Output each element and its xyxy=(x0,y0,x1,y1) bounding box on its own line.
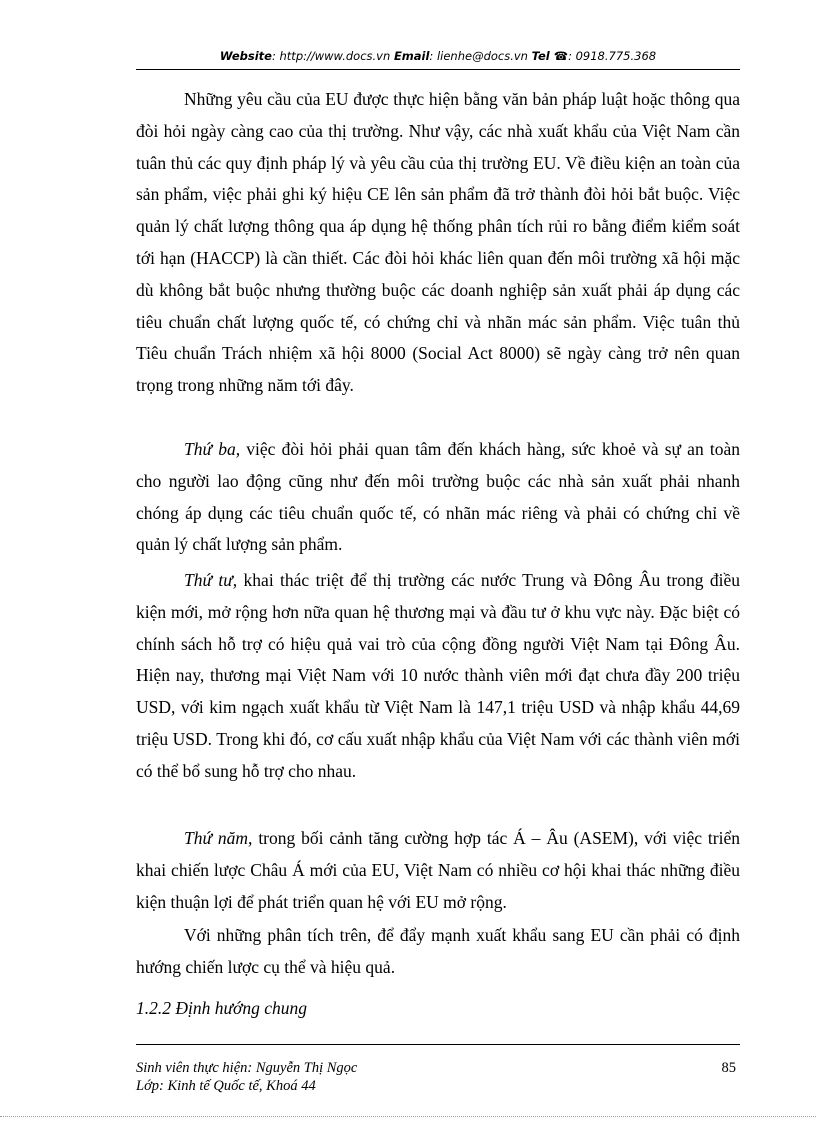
paragraph-conclusion xyxy=(136,920,740,984)
page-boundary-divider xyxy=(0,1116,816,1117)
page-footer xyxy=(136,1044,740,1095)
paragraph-text: trong bối cảnh tăng cường hợp tác Á – Âu (ASEM), với việc triển khai chiến lược Châu Á mới của EU, Việt Nam có nhiều cơ hội khai thác những điều kiện thuận lợi để phát triển quan hệ với EU mở rộng. xyxy=(136,828,740,912)
footer-class: Lớp: Kinh tế Quốc tế, Khoá 44 xyxy=(136,1078,316,1094)
email-value[interactable]: : lienhe@docs.vn xyxy=(429,49,528,63)
website-value[interactable]: : http://www.docs.vn xyxy=(271,49,391,63)
page-header xyxy=(136,45,740,70)
paragraph-text: Với những phân tích trên, để đẩy mạnh xuất khẩu sang EU cần phải có định hướng chiến lược cụ thể và hiệu quả. xyxy=(136,925,740,977)
paragraph-fifth xyxy=(136,823,740,918)
footer-student: Sinh viên thực hiện: Nguyễn Thị Ngọc xyxy=(136,1060,358,1076)
paragraph-text: khai thác triệt để thị trường các nước Trung và Đông Âu trong điều kiện mới, mở rộng hơn nữa quan hệ thương mại và đầu tư ở khu vực này. Đặc biệt có chính sách hỗ trợ có hiệu quả vai trò của cộng đồng người Việt Nam tại Đông Âu. Hiện nay, thương mại Việt Nam với 10 nước thành viên mới đạt chưa đầy 200 triệu USD, với kim ngạch xuất khẩu từ Việt Nam là 147,1 triệu USD và nhập khẩu 44,69 triệu USD. Trong khi đó, cơ cấu xuất nhập khẩu của Việt Nam với các thành viên mới có thể bổ sung hỗ trợ cho nhau. xyxy=(136,570,740,781)
tel-value: : 0918.775.368 xyxy=(568,49,657,63)
website-label: Website xyxy=(219,49,272,63)
paragraph-text: Những yêu cầu của EU được thực hiện bằng văn bản pháp luật hoặc thông qua đòi hỏi ngày càng cao của thị trường. Như vậy, các nhà xuất khẩu của Việt Nam cần tuân thủ các quy định pháp lý và yêu cầu của thị trường EU. Về điều kiện an toàn của sản phẩm, việc phải ghi ký hiệu CE lên sản phẩm đã trở thành đòi hỏi bắt buộc. Việc quản lý chất lượng thông qua áp dụng hệ thống phân tích rủi ro bằng điểm kiểm soát tới hạn (HACCP) là cần thiết. Các đòi hỏi khác liên quan đến môi trường xã hội mặc dù không bắt buộc nhưng thường buộc các doanh nghiệp sản xuất phải áp dụng các tiêu chuẩn chất lượng quốc tế, có chứng chỉ và nhãn mác sản phẩm. Việc tuân thủ Tiêu chuẩn Trách nhiệm xã hội 8000 (Social Act 8000) sẽ ngày càng trở nên quan trọng trong những năm tới đây. xyxy=(136,89,740,396)
tel-label: Tel ☎ xyxy=(531,49,569,63)
paragraph-lead: Thứ tư, xyxy=(184,570,238,590)
paragraph-text: việc đòi hỏi phải quan tâm đến khách hàng, sức khoẻ và sự an toàn cho người lao động cũng như đến môi trường buộc các nhà sản xuất phải nhanh chóng áp dụng các tiêu chuẩn quốc tế, có nhãn mác riêng và phải có chứng chỉ về quản lý chất lượng sản phẩm. xyxy=(136,439,741,555)
page-number: 85 xyxy=(721,1060,736,1076)
paragraph-third xyxy=(136,434,740,561)
paragraph-eu-requirements xyxy=(136,84,740,402)
email-label: Email xyxy=(393,49,430,63)
paragraph-lead: Thứ năm, xyxy=(184,828,253,848)
section-heading: 1.2.2 Định hướng chung xyxy=(136,998,308,1018)
paragraph-lead: Thứ ba, xyxy=(184,439,241,459)
paragraph-fourth xyxy=(136,565,740,788)
